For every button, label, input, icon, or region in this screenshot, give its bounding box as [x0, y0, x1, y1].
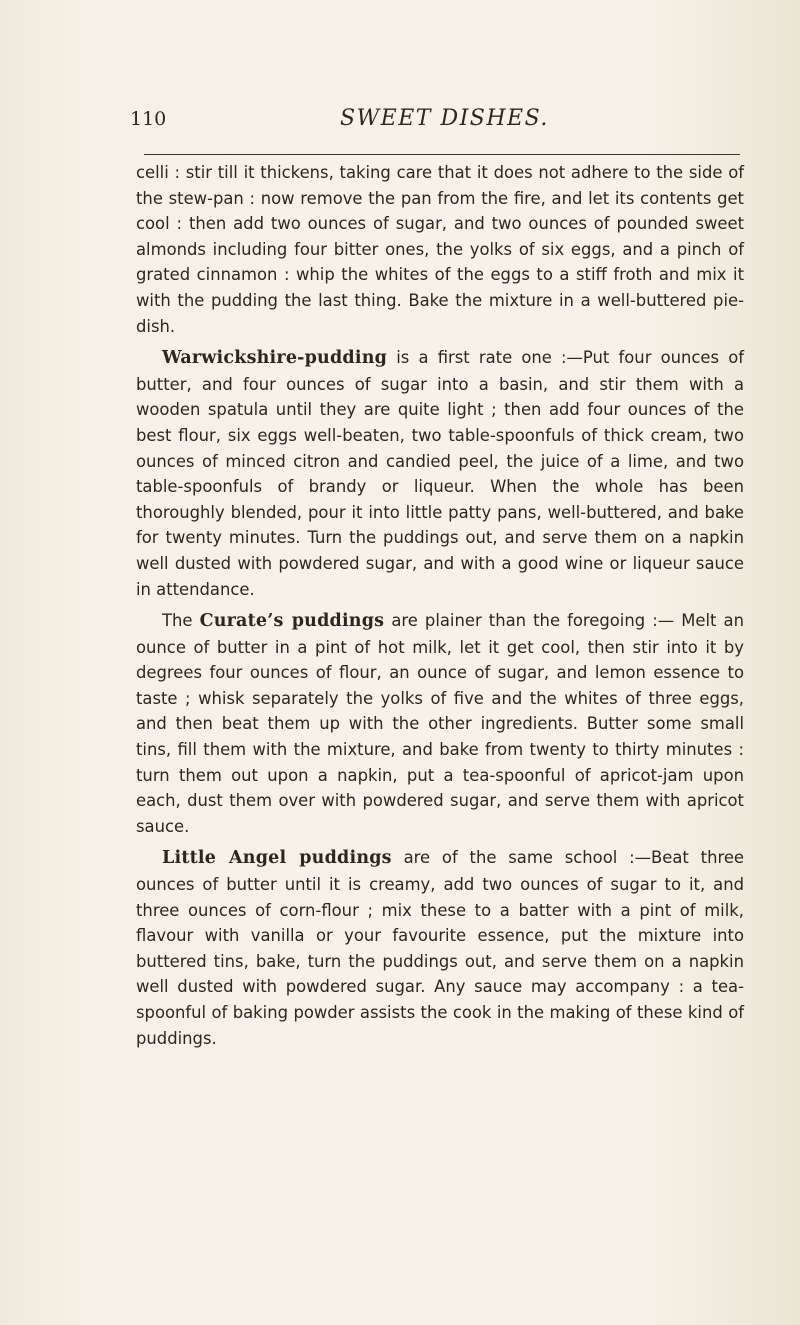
- page-body: [136, 160, 744, 1051]
- paragraph-text: are of the same school :—Beat three ounces of butter until it is creamy, add two ounces of sugar to it, and three ounces of corn-flour ; mix these to a batter with a pint of milk, flavour with vanilla or your favourite essence, put the mixture into buttered tins, bake, turn the puddings out, and serve them on a napkin well dusted with powdered sugar. Any sauce may accompany : a tea-spoonful of baking powder assists the cook in the making of these kind of puddings.: [136, 848, 745, 1048]
- paragraph-little-angel-puddings: [136, 845, 744, 1051]
- paragraph-warwickshire-pudding: [136, 345, 744, 602]
- page-number: 110: [130, 108, 167, 130]
- recipe-name: Warwickshire-pudding: [162, 348, 388, 369]
- paragraph-continuation: [136, 160, 744, 339]
- recipe-name: Little Angel puddings: [162, 848, 392, 869]
- paragraph-curates-puddings: [136, 608, 744, 839]
- paragraph-text: are plainer than the foregoing :— Melt an ounce of butter in a pint of hot milk, let it get cool, then stir into it by degrees four ounces of flour, an ounce of sugar, and lemon essence to taste ; whisk separately the yolks of five and the whites of three eggs, and then beat them up with the other ingredients. Butter some small tins, fill them with the mixture, and bake from twenty to thirty minutes : turn them out upon a napkin, put a tea-spoonful of apricot-jam upon each, dust them over with powdered sugar, and serve them with apricot sauce.: [136, 611, 744, 836]
- paragraph-lead: The: [162, 611, 200, 631]
- header-rule: [144, 154, 740, 155]
- recipe-name: Curate’s puddings: [199, 611, 385, 632]
- paragraph-text: is a first rate one :—Put four ounces of butter, and four ounces of sugar into a basin, and stir them with a wooden spatula until they are quite light ; then add four ounces of the best flour, six eggs well-beaten, two table-spoonfuls of thick cream, two ounces of minced citron and candied peel, the juice of a lime, and two table-spoonfuls of brandy or liqueur. When the whole has been thoroughly blended, pour it into little patty pans, well-buttered, and bake for twenty minutes. Turn the puddings out, and serve them on a napkin well dusted with powdered sugar, and with a good wine or liqueur sauce in attendance.: [136, 348, 744, 599]
- paragraph-text: celli : stir till it thickens, taking care that it does not adhere to the side of the stew-pan : now remove the pan from the fire, and let its contents get cool : then add two ounces of sugar, and two ounces of pounded sweet almonds including four bitter ones, the yolks of six eggs, and a pinch of grated cinnamon : whip the whites of the eggs to a stiff froth and mix it with the pudding the last thing. Bake the mixture in a well-buttered pie-dish.: [136, 163, 744, 336]
- running-title: SWEET DISHES.: [340, 106, 549, 131]
- page-header: [130, 100, 742, 140]
